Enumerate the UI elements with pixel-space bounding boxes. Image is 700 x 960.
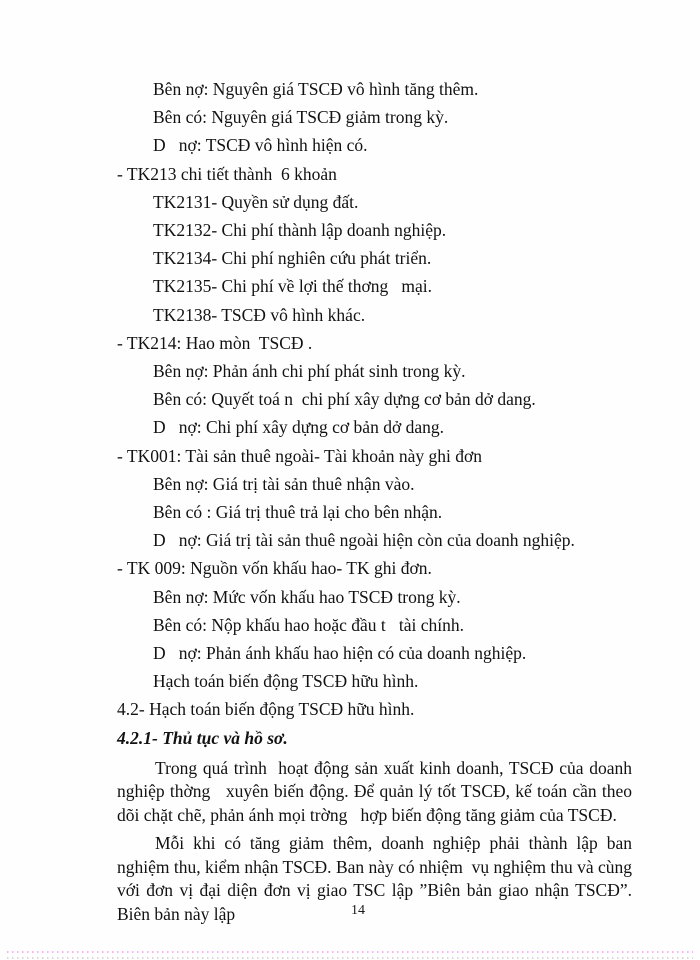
text-line: Bên nợ: Mức vốn khấu hao TSCĐ trong kỳ. xyxy=(153,586,461,607)
text-line: D nợ: Phản ánh khấu hao hiện có của doanh nghiệp. xyxy=(153,643,527,664)
text-line: D nợ: Giá trị tài sản thuê ngoài hiện còn của doanh nghiệp. xyxy=(153,530,575,551)
text-line: - TK 009: Nguồn vốn khấu hao- TK ghi đơn. xyxy=(117,558,432,579)
text-line: Bên nợ: Phản ánh chi phí phát sinh trong kỳ. xyxy=(153,361,466,382)
document-body xyxy=(117,75,637,926)
text-line: Bên nợ: Nguyên giá TSCĐ vô hình tăng thêm. xyxy=(153,79,479,99)
bottom-dotted-line-pink xyxy=(7,951,693,953)
text-line: TK2131- Quyền sử dụng đất. xyxy=(153,191,359,212)
text-line: Bên nợ: Giá trị tài sản thuê nhận vào. xyxy=(153,473,415,494)
paragraph: Trong quá trình hoạt động sản xuất kinh doanh, TSCĐ của doanh nghiệp thờng xuyên biến động. Để quản lý tốt TSCĐ, kế toán cần theo dõi chặt chẽ, phản ánh mọi trờng hợp biến động tăng giảm của TSCĐ. xyxy=(117,757,637,825)
section-heading: 4.2.1- Thủ tục và hồ sơ. xyxy=(117,727,288,748)
text-line: 4.2- Hạch toán biến động TSCĐ hữu hình. xyxy=(117,699,415,720)
text-line: - TK001: Tài sản thuê ngoài- Tài khoản này ghi đơn xyxy=(117,445,483,466)
text-line: TK2135- Chi phí về lợi thế thơng mại. xyxy=(153,276,433,297)
text-line: TK2132- Chi phí thành lập doanh nghiệp. xyxy=(153,220,447,241)
text-line: D nợ: Chi phí xây dựng cơ bản dở dang. xyxy=(153,417,444,438)
paragraph: Mỗi khi có tăng giảm thêm, doanh nghiệp phải thành lập ban nghiệm thu, kiểm nhận TSCĐ. Ban này có nhiệm vụ nghiệm thu và cùng với đơn vị đại diện đơn vị giao TSC lập ”Biên bản giao nhận TSCĐ”. Biên bản này lập xyxy=(117,833,637,924)
text-line: - TK214: Hao mòn TSCĐ . xyxy=(117,332,313,353)
text-line: Bên có: Quyết toá n chi phí xây dựng cơ bản dở dang. xyxy=(153,389,536,410)
text-line: Bên có : Giá trị thuê trả lại cho bên nhận. xyxy=(153,502,443,523)
page-number: 14 xyxy=(351,903,365,918)
text-line: TK2138- TSCĐ vô hình khác. xyxy=(153,304,366,325)
text-line: - TK213 chi tiết thành 6 khoản xyxy=(117,163,337,184)
text-line: Bên có: Nộp khấu hao hoặc đầu t tài chính. xyxy=(153,614,465,635)
text-line: D nợ: TSCĐ vô hình hiện có. xyxy=(153,135,368,156)
text-line: Hạch toán biến động TSCĐ hữu hình. xyxy=(153,671,419,692)
text-line: TK2134- Chi phí nghiên cứu phát triển. xyxy=(153,248,432,269)
text-line: Bên có: Nguyên giá TSCĐ giảm trong kỳ. xyxy=(153,107,449,128)
bottom-dotted-line-gray xyxy=(7,957,693,959)
